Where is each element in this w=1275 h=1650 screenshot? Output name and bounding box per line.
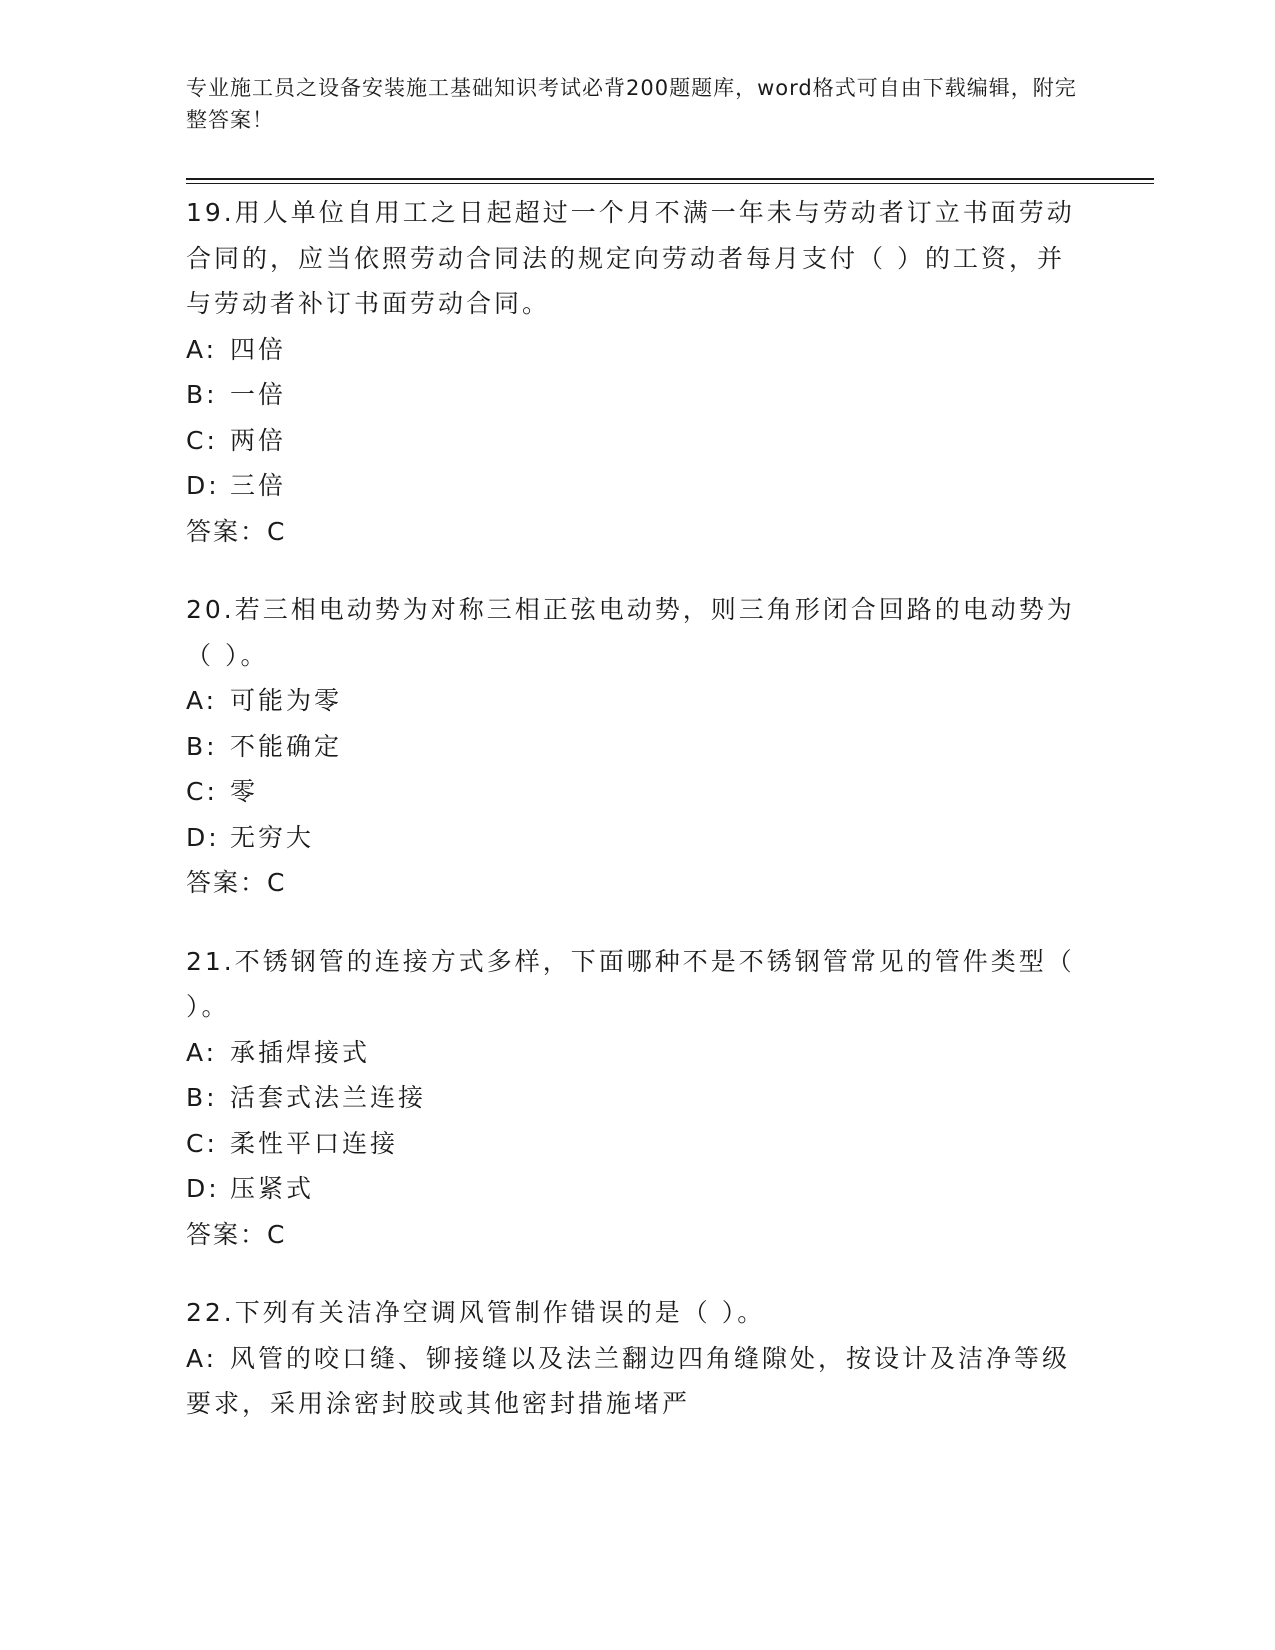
page-header: 专业施工员之设备安装施工基础知识考试必背200题题库，word格式可自由下载编辑，附完整答案！	[186, 76, 1077, 132]
option-text: 一倍	[230, 380, 287, 409]
question-22	[186, 1290, 1086, 1427]
question-20	[186, 587, 1086, 906]
option-text: 风管的咬口缝、铆接缝以及法兰翻边四角缝隙处，按设计及洁净等级要求，采用涂密封胶或其他密封措施堵严	[186, 1343, 1071, 1418]
header-divider-thick	[186, 178, 1154, 180]
question-19	[186, 190, 1086, 554]
option-label: B:	[186, 380, 218, 409]
option-label: B:	[186, 1083, 218, 1112]
question-stem: 19.用人单位自用工之日起超过一个月不满一年未与劳动者订立书面劳动合同的，应当依照劳动合同法的规定向劳动者每月支付（ ）的工资，并与劳动者补订书面劳动合同。	[186, 198, 1075, 318]
option-label: A:	[186, 686, 218, 715]
question-stem: 22.下列有关洁净空调风管制作错误的是（ ）。	[186, 1298, 766, 1327]
question-list	[186, 190, 1086, 1460]
option-label: C:	[186, 1128, 218, 1158]
option-text: 三倍	[230, 471, 287, 500]
option-label: D:	[186, 1174, 220, 1203]
option-d	[186, 463, 1086, 509]
question-stem: 20.若三相电动势为对称三相正弦电动势，则三角形闭合回路的电动势为（ ）。	[186, 595, 1075, 670]
option-d	[186, 1166, 1086, 1212]
option-text: 两倍	[230, 425, 287, 455]
question-stem: 21.不锈钢管的连接方式多样，下面哪种不是不锈钢管常见的管件类型（ ）。	[186, 946, 1075, 1021]
option-label: C:	[186, 777, 218, 806]
option-text: 四倍	[230, 334, 287, 364]
option-a	[186, 327, 1086, 373]
option-label: A:	[186, 334, 218, 364]
option-d	[186, 815, 1086, 861]
option-text: 活套式法兰连接	[230, 1083, 427, 1112]
option-label: D:	[186, 471, 220, 500]
option-text: 零	[230, 777, 259, 806]
option-c	[186, 769, 1086, 815]
option-text: 不能确定	[230, 731, 343, 761]
option-a	[186, 1030, 1086, 1076]
header-divider-thin	[186, 183, 1154, 184]
option-label: A:	[186, 1343, 218, 1373]
option-label: C:	[186, 425, 218, 455]
option-text: 无穷大	[230, 822, 315, 852]
option-label: B:	[186, 731, 218, 761]
option-b	[186, 372, 1086, 418]
answer-line: 答案：C	[186, 1219, 287, 1249]
answer-line: 答案：C	[186, 868, 287, 897]
option-c	[186, 1121, 1086, 1167]
question-21	[186, 939, 1086, 1258]
option-b	[186, 724, 1086, 770]
option-label: D:	[186, 822, 220, 852]
option-a	[186, 1336, 1086, 1427]
answer-line: 答案：C	[186, 516, 287, 546]
option-text: 承插焊接式	[230, 1037, 371, 1067]
option-text: 可能为零	[230, 686, 343, 715]
option-label: A:	[186, 1037, 218, 1067]
option-a	[186, 678, 1086, 724]
option-c	[186, 418, 1086, 464]
option-text: 柔性平口连接	[230, 1128, 399, 1158]
option-b	[186, 1075, 1086, 1121]
option-text: 压紧式	[230, 1174, 315, 1203]
